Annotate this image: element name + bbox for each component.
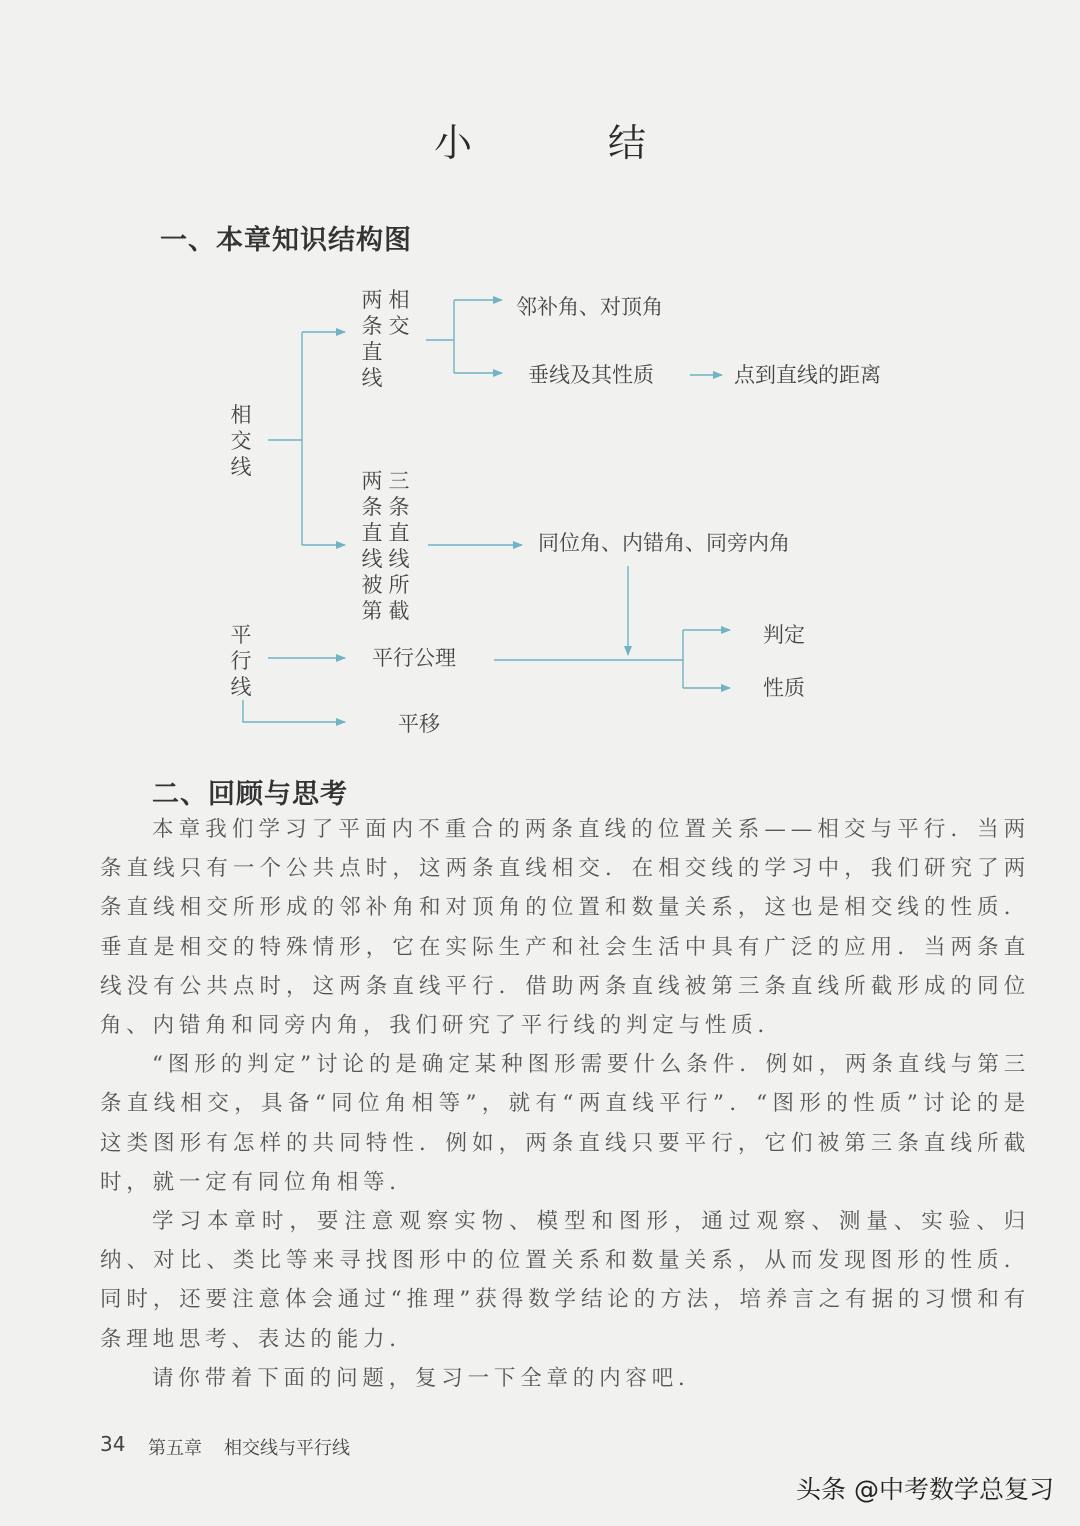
node-judgement: 判定	[763, 623, 805, 647]
node-point-line-distance: 点到直线的距离	[734, 363, 881, 387]
page-number: 34	[100, 1432, 126, 1456]
node-parallel-lines: 平行线	[230, 623, 252, 699]
arrow-to-translation	[243, 700, 345, 722]
page-title: 小 结	[433, 121, 709, 165]
chapter-number: 第五章	[148, 1438, 202, 1459]
node-property: 性质	[763, 676, 805, 700]
paragraph-4: 请你带着下面的问题，复习一下全章的内容吧．	[152, 1365, 705, 1391]
node-parallel-axiom: 平行公理	[372, 646, 456, 670]
node-intersecting-lines: 相交线	[230, 403, 252, 479]
paragraph-2: “图形的判定”讨论的是确定某种图形需要什么条件．例如，两条直线与第三条直线相交，具备“同位角相等”，就有“两直线平行”．“图形的性质”讨论的是这类图形有怎样的共同特性．例如，两条直线只要平行，它们被第三条直线所截时，就一定有同位角相等．	[100, 1052, 1030, 1195]
node-perpendicular: 垂线及其性质	[528, 363, 654, 387]
node-angles: 同位角、内错角、同旁内角	[538, 531, 790, 555]
node-two-lines-intersect-col1: 两条直线	[361, 288, 383, 390]
section-heading-review: 二、回顾与思考	[152, 779, 348, 810]
diagram-connectors	[0, 270, 1080, 760]
section-heading-structure: 一、本章知识结构图	[160, 225, 412, 256]
watermark: 头条 @中考数学总复习	[796, 1475, 1054, 1504]
node-three-lines-col1: 两条直线被第	[361, 469, 383, 623]
paragraph-1: 本章我们学习了平面内不重合的两条直线的位置关系——相交与平行．当两条直线只有一个公共点时，这两条直线相交．在相交线的学习中，我们研究了两条直线相交所形成的邻补角和对顶角的位置和数量关系，这也是相交线的性质．垂直是相交的特殊情形，它在实际生产和社会生活中具有广泛的应用．当两条直线没有公共点时，这两条直线平行．借助两条直线被第三条直线所截形成的同位角、内错角和同旁内角，我们研究了平行线的判定与性质．	[100, 817, 1030, 1039]
review-text	[100, 810, 1030, 1398]
node-adjacent-vertical-angles: 邻补角、对顶角	[516, 295, 663, 319]
paragraph-3: 学习本章时，要注意观察实物、模型和图形，通过观察、测量、实验、归纳、对比、类比等来寻找图形中的位置关系和数量关系，从而发现图形的性质．同时，还要注意体会通过“推理”获得数学结论的方法，培养言之有据的习惯和有条理地思考、表达的能力．	[100, 1209, 1030, 1352]
node-two-lines-intersect-col2: 相交	[388, 288, 410, 338]
node-translation: 平移	[398, 712, 440, 736]
chapter-label	[148, 1434, 372, 1460]
chapter-title: 相交线与平行线	[224, 1438, 350, 1459]
node-three-lines-col2: 三条直线所截	[388, 469, 410, 623]
